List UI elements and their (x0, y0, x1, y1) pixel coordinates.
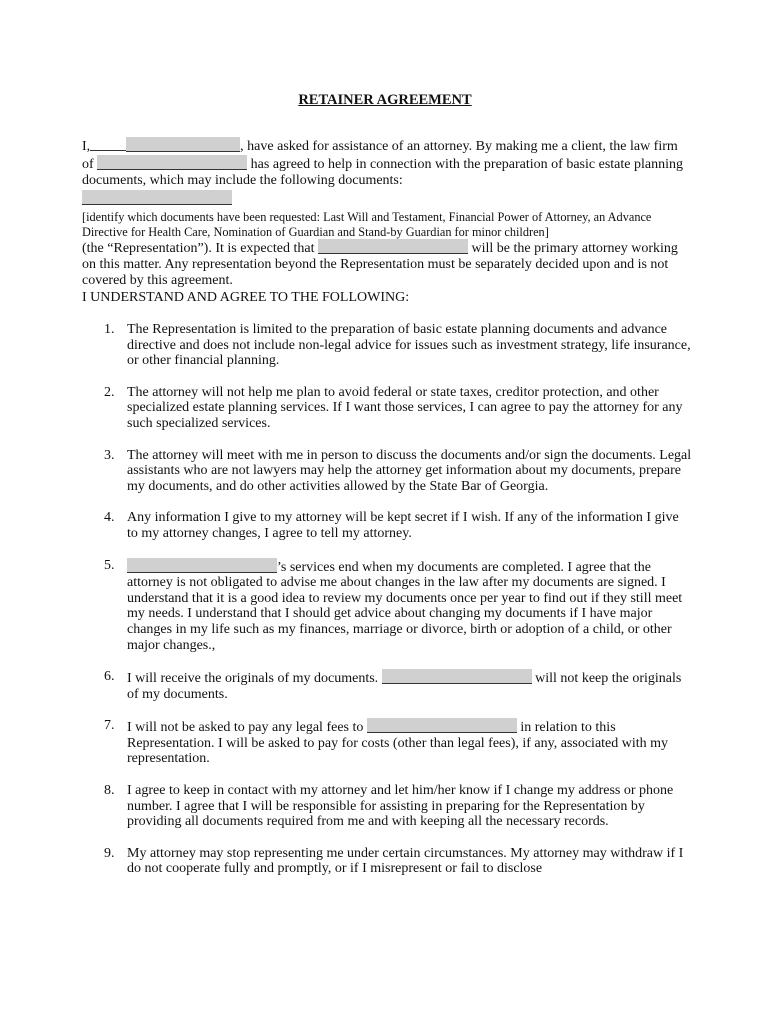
item-text: The attorney will not help me plan to avoid federal or state taxes, creditor protection, and other specialized estate planning services. If I want those services, I can agree to pay the attorney for any such specialized services. (127, 384, 683, 431)
item-text: Any information I give to my attorney will be kept secret if I wish. If any of the information I give to my attorney changes, I agree to tell my attorney. (127, 510, 679, 541)
intro-paragraph-2 (82, 239, 692, 288)
intro-text: will be the primary attorney working on this matter. Any representation beyond the Representation must be separately decided upon and is not covered by this agreement. (82, 241, 678, 288)
list-item (82, 718, 692, 767)
item-number: 5. (104, 557, 115, 573)
intro-text: , have asked for assistance of an attorney. By making me a client, the law firm of (82, 139, 678, 172)
item-text: The Representation is limited to the preparation of basic estate planning documents and advance directive and does not include non-legal advice for issues such as investment strategy, life insurance, or other financial planning. (127, 322, 691, 369)
intro-text: has agreed to help in connection with the preparation of basic estate planning documents, which may include the following documents: (82, 156, 683, 188)
item-number: 7. (104, 718, 115, 734)
intro-section (82, 137, 692, 289)
client-name-field[interactable] (126, 137, 240, 152)
documents-field-row (82, 190, 692, 208)
agreement-list (82, 322, 692, 893)
item-number: 6. (104, 669, 115, 685)
item-number: 1. (104, 322, 115, 337)
originals-holder-field[interactable] (382, 669, 532, 684)
item-number: 4. (104, 510, 115, 526)
list-item (82, 322, 692, 369)
item-text: I agree to keep in contact with my attorney and let him/her know if I change my address or phone number. I agree that I will be responsible for assisting in preparing for the Representation by providing all documents required from me and with keeping all the necessary records. (127, 783, 674, 830)
list-item (82, 783, 692, 830)
item-number: 9. (104, 845, 115, 861)
legal-fees-payee-field[interactable] (367, 718, 517, 733)
item-text: My attorney may stop representing me under certain circumstances. My attorney may withdraw if I do not cooperate fully and promptly, or if I misrepresent or fail to disclose (127, 845, 684, 877)
intro-text: (the “Representation”). It is expected that (82, 241, 318, 257)
item-text: in relation to this Representation. I will be asked to pay for costs (other than legal fees), if any, associated with my representation. (127, 720, 669, 767)
attorney-name-field[interactable] (127, 558, 277, 573)
intro-text: I, (82, 139, 91, 154)
list-item (82, 510, 692, 541)
document-title: RETAINER AGREEMENT (298, 92, 472, 108)
list-item (82, 448, 692, 495)
item-text: I will not be asked to pay any legal fees to (127, 720, 367, 736)
list-item (82, 669, 692, 702)
list-item (82, 385, 692, 432)
primary-attorney-field[interactable] (318, 239, 468, 254)
law-firm-field[interactable] (97, 155, 247, 170)
blank-line (90, 150, 126, 151)
item-number: 8. (104, 783, 115, 799)
item-number: 2. (104, 384, 115, 400)
item-text: will not keep the originals of my documents. (127, 671, 682, 702)
item-text: ’s services end when my documents are completed. I agree that the attorney is not obligated to advise me about changes in the law after my documents are signed. I understand that it is a good idea to review my documents once per year to find out if they still meet my needs. I understand that I should get advice about changing my documents if I have major changes in my life such as my finances, marriage or divorce, birth or adoption of a child, or other major changes., (127, 559, 683, 653)
agreement-heading: I UNDERSTAND AND AGREE TO THE FOLLOWING: (82, 290, 410, 305)
bracket-note: [identify which documents have been requested: Last Will and Testament, Financial Power of Attorney, an Advance Directive for Health Care, Nomination of Guardian and Stand-by Guardian for minor children] (82, 210, 652, 239)
item-number: 3. (104, 447, 115, 463)
documents-field[interactable] (82, 190, 232, 205)
item-text: I will receive the originals of my documents. (127, 671, 382, 687)
list-item (82, 558, 692, 654)
list-item (82, 846, 692, 877)
intro-paragraph-1 (82, 137, 692, 188)
item-text: The attorney will meet with me in person to discuss the documents and/or sign the documents. Legal assistants who are not lawyers may help the attorney get information about my documents, prepare my documents, and do other activities allowed by the State Bar of Georgia. (127, 447, 692, 494)
